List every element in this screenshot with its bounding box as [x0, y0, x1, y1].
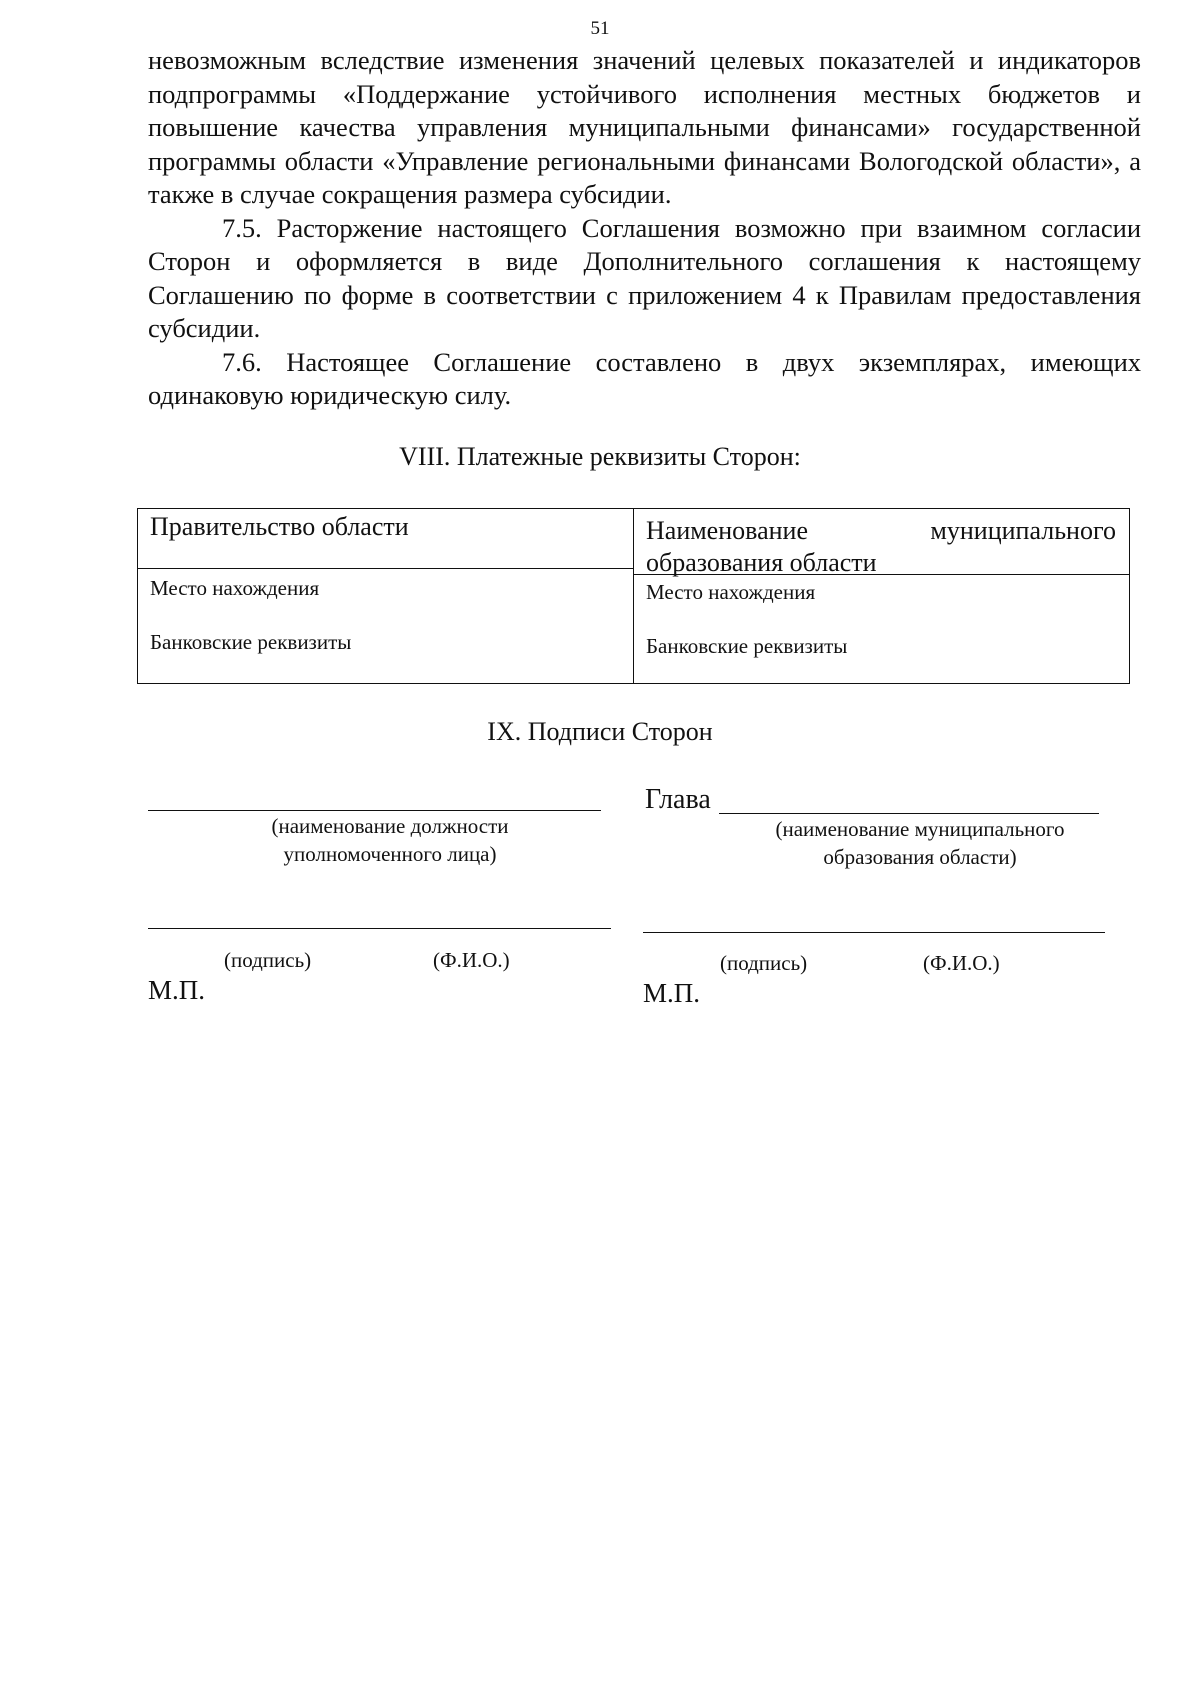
page-number: 51: [590, 18, 610, 39]
section-8-title: VIII. Платежные реквизиты Сторон:: [399, 442, 801, 471]
right-caption-line-1: (наименование муниципального: [775, 817, 1065, 841]
right-position-line: [719, 813, 1099, 814]
left-signature-line: [148, 928, 611, 929]
left-fio-label: (Ф.И.О.): [433, 948, 510, 972]
table-divider-vertical: [633, 509, 634, 683]
right-fio-label: (Ф.И.О.): [923, 951, 1000, 975]
body-text: [148, 44, 1141, 413]
table-divider-left: [138, 568, 633, 569]
right-bank-label: Банковские реквизиты: [646, 634, 848, 658]
right-signature-line: [643, 932, 1105, 933]
header-government: Правительство области: [150, 512, 409, 541]
payment-details-table: [137, 508, 1130, 684]
right-location-label: Место нахождения: [646, 580, 816, 604]
left-bank-label: Банковские реквизиты: [150, 630, 352, 654]
left-location-label: Место нахождения: [150, 576, 320, 600]
right-signature-label: (подпись): [720, 951, 808, 975]
right-caption-line-2: образования области): [823, 845, 1017, 869]
glava-label: Глава: [645, 784, 711, 815]
left-stamp-label: М.П.: [148, 975, 206, 1005]
right-position-caption: [700, 815, 1140, 871]
paragraph-7-6: 7.6. Настоящее Соглашение составлено в двух экземплярах, имеющих одинаковую юридическую силу.: [148, 346, 1141, 410]
right-stamp-label: М.П.: [643, 978, 701, 1008]
left-position-line: [148, 810, 601, 811]
header-municipality: Наименование муниципального образования области: [646, 516, 1116, 577]
left-caption-line-2: уполномоченного лица): [283, 842, 497, 866]
paragraph-continuation: невозможным вследствие изменения значений целевых показателей и индикаторов подпрограммы «Поддержание устойчивого исполнения местных бюджетов и повышение качества управления муниципальными финансами» государственной программы области «Управление региональными финансами Вологодской области», а также в случае сокращения размера субсидии.: [148, 45, 1141, 209]
left-caption-line-1: (наименование должности: [271, 814, 509, 838]
left-position-caption: [190, 812, 590, 868]
paragraph-7-5: 7.5. Расторжение настоящего Соглашения возможно при взаимном согласии Сторон и оформляется в виде Дополнительного соглашения к настоящему Соглашению по форме в соответствии с приложением 4 к Правилам предоставления субсидии.: [148, 212, 1141, 343]
left-signature-label: (подпись): [224, 948, 312, 972]
section-9-title: IX. Подписи Сторон: [487, 717, 713, 746]
